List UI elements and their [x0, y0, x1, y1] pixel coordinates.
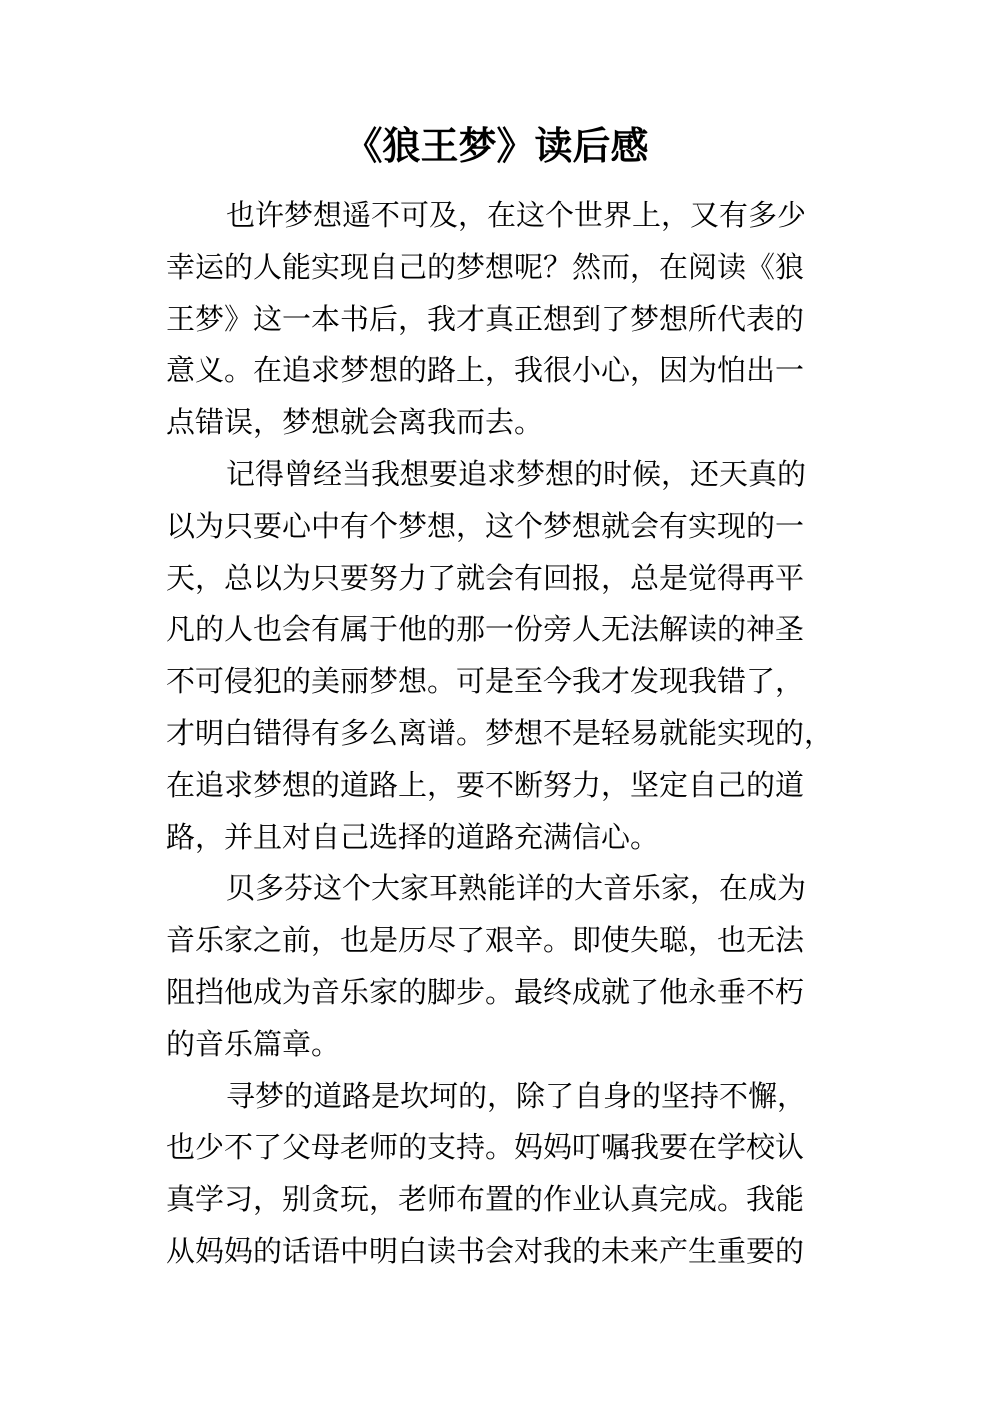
paragraph-2-line-3: 天，总以为只要努力了就会有回报，总是觉得再平 [166, 560, 805, 595]
paragraph-4-line-1: 寻梦的道路是坎坷的，除了自身的坚持不懈， [226, 1078, 807, 1113]
paragraph-4-line-4: 从妈妈的话语中明白读书会对我的未来产生重要的 [166, 1233, 805, 1268]
paragraph-2-line-1: 记得曾经当我想要追求梦想的时候，还天真的 [226, 456, 807, 491]
paragraph-2-line-2: 以为只要心中有个梦想，这个梦想就会有实现的一 [166, 508, 805, 543]
paragraph-1-line-1: 也许梦想遥不可及，在这个世界上，又有多少 [226, 198, 807, 232]
paragraph-2-line-5: 不可侵犯的美丽梦想。可是至今我才发现我错了， [166, 664, 805, 699]
paragraph-3-line-3: 阻挡他成为音乐家的脚步。最终成就了他永垂不朽 [166, 974, 805, 1009]
paragraph-1-line-2: 幸运的人能实现自己的梦想呢？然而，在阅读《狼 [166, 249, 805, 284]
paragraph-1-line-5: 点错误，梦想就会离我而去。 [166, 405, 544, 440]
paragraph-1-line-3: 王梦》这一本书后，我才真正想到了梦想所代表的 [166, 301, 805, 336]
paragraph-1-line-4: 意义。在追求梦想的路上，我很小心，因为怕出一 [166, 353, 805, 388]
paragraph-3-line-2: 音乐家之前，也是历尽了艰辛。即使失聪，也无法 [166, 923, 805, 958]
paragraph-2-line-4: 凡的人也会有属于他的那一份旁人无法解读的神圣 [166, 612, 805, 647]
page-title: 《狼王梦》读后感 [344, 124, 649, 168]
paragraph-3-line-4: 的音乐篇章。 [166, 1026, 341, 1061]
paragraph-3-line-1: 贝多芬这个大家耳熟能详的大音乐家，在成为 [226, 871, 807, 906]
paragraph-4-line-3: 真学习，别贪玩，老师布置的作业认真完成。我能 [166, 1182, 805, 1217]
paragraph-2-line-7: 在追求梦想的道路上，要不断努力，坚定自己的道 [166, 767, 805, 802]
essay-body [166, 190, 834, 1278]
paragraph-4-line-2: 也少不了父母老师的支持。妈妈叮嘱我要在学校认 [166, 1130, 805, 1165]
paragraph-2-line-8: 路，并且对自己选择的道路充满信心。 [166, 819, 660, 854]
paragraph-2-line-6: 才明白错得有多么离谱。梦想不是轻易就能实现的， [166, 715, 834, 750]
